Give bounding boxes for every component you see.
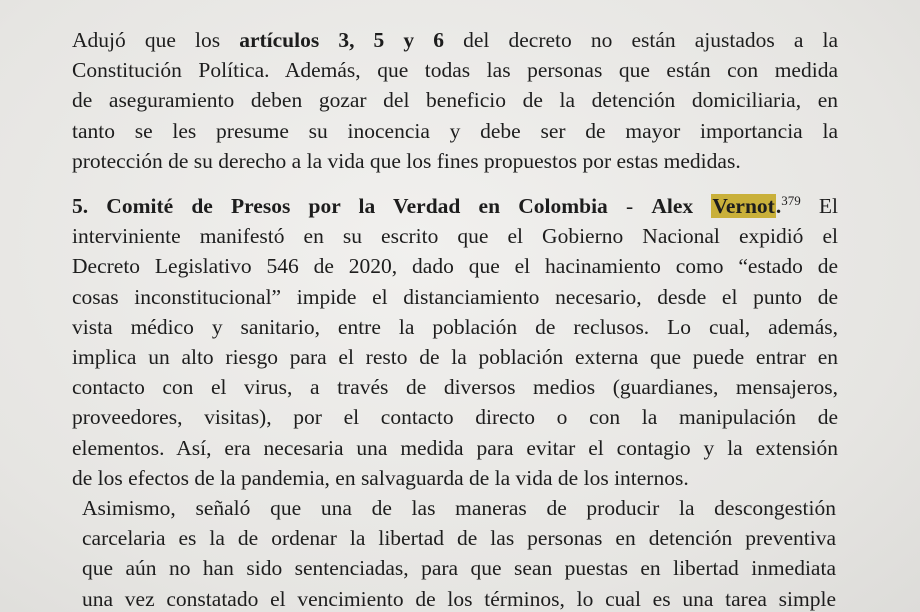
paragraph-2-line-3: Decreto Legislativo 546 de 2020, dado que el hacinamiento como “estado de xyxy=(72,254,838,279)
paragraph-1-line-3: de aseguramiento deben gozar del beneficio de la detención domiciliaria, en xyxy=(72,88,838,113)
paragraph-2-line-2: interviniente manifestó en su escrito que el Gobierno Nacional expidió el xyxy=(72,224,838,249)
paragraph-2-line-7: contacto con el virus, a través de diversos medios (guardianes, mensajeros, xyxy=(72,375,838,400)
paragraph-1-line-5: protección de su derecho a la vida que los fines propuestos por estas medidas. xyxy=(72,148,741,173)
paragraph-1 xyxy=(72,25,838,176)
bold-articles-reference: artículos 3, 5 y 6 xyxy=(239,28,445,52)
paragraph-2-line-6: implica un alto riesgo para el resto de la población externa que puede entrar en xyxy=(72,345,838,370)
name-first: Alex xyxy=(651,194,712,218)
paragraph-3-line-1: Asimismo, señaló que una de las maneras de producir la descongestión xyxy=(82,496,836,520)
paragraph-2-line-9: elementos. Así, era necesaria una medida para evitar el contagio y la extensión xyxy=(72,435,838,460)
paragraph-2-line-4: cosas inconstitucional” impide el distanciamiento necesario, desde el punto de xyxy=(72,284,838,309)
text-run: Adujó que los xyxy=(72,28,240,52)
paragraph-2-line-1 xyxy=(72,191,838,221)
paragraph-2-line-10: de los efectos de la pandemia, en salvaguarda de la vida de los internos. xyxy=(72,465,689,490)
paragraph-3-line-3: que aún no han sido sentenciadas, para que sean puestas en libertad inmediata xyxy=(82,556,836,581)
paragraph-1-line-1 xyxy=(72,25,838,55)
highlighted-surname: Vernot xyxy=(712,194,775,218)
dash: - xyxy=(607,194,652,218)
paragraph-1-line-2: Constitución Política. Además, que todas las personas que están con medida xyxy=(72,58,838,83)
text-run: del decreto no están ajustados a la xyxy=(444,28,838,52)
footnote-marker: 379 xyxy=(781,192,801,208)
paragraph-3-line-2: carcelaria es la de ordenar la libertad de las personas en detención preventiva xyxy=(82,526,836,551)
paragraph-3-line-4: una vez constatado el vencimiento de los términos, lo cual es una tarea simple xyxy=(82,586,836,611)
text-run: El xyxy=(800,194,838,218)
paragraph-1-line-4: tanto se les presume su inocencia y debe ser de mayor importancia la xyxy=(72,118,838,143)
paragraph-2-line-5: vista médico y sanitario, entre la población de reclusos. Lo cual, además, xyxy=(72,314,838,339)
period: . xyxy=(775,194,782,218)
paragraph-3 xyxy=(82,493,836,612)
paragraph-2-line-8: proveedores, visitas), por el contacto directo o con la manipulación de xyxy=(72,405,838,430)
section-heading: 5. Comité de Presos por la Verdad en Colombia xyxy=(72,194,608,218)
intervener-name xyxy=(651,194,781,218)
paragraph-2 xyxy=(72,191,838,493)
